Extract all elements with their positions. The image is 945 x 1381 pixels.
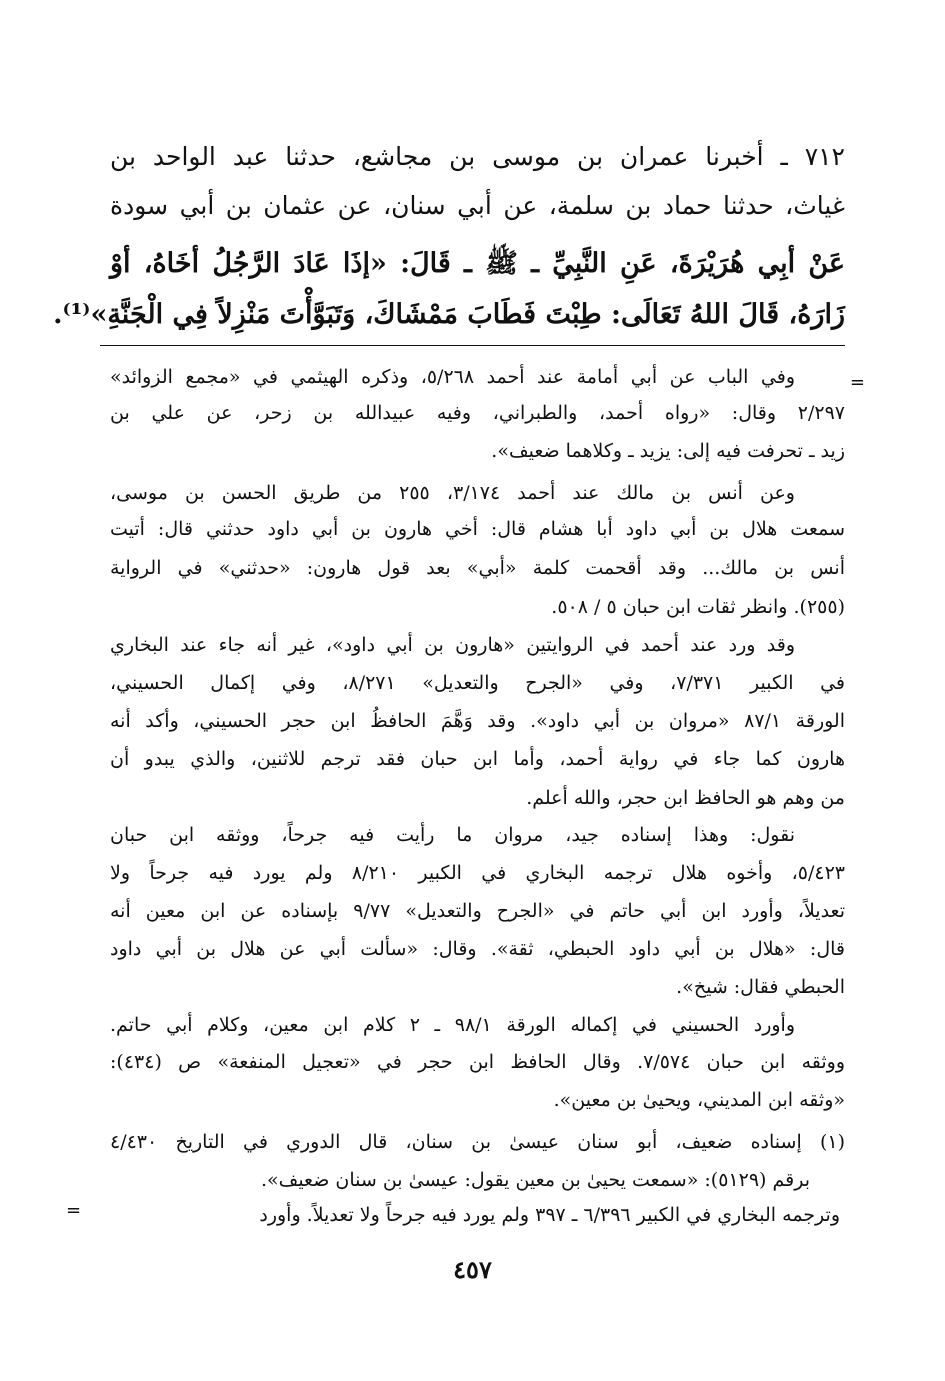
footnote-line: في الكبير ٧/٣٧١، وفي «الجرح والتعديل» ٨/٢٧١، وفي إكمال الحسيني،	[110, 672, 846, 694]
footnote-line: برقم (٥١٢٩): «سمعت يحيىٰ بن معين يقول: عيسىٰ بن سنان ضعيف».	[260, 1169, 810, 1191]
end-continuation-mark: =	[66, 1200, 82, 1221]
footnote-separator	[100, 345, 845, 346]
footnote-line: هارون كما جاء في رواية أحمد، وأما ابن حبان فقد ترجم للاثنين، والذي يبدو أن	[110, 748, 845, 770]
footnote-line: أنس بن مالك... وقد أقحمت كلمة «أبي» بعد قول هارون: «حدثني» في الرواية	[110, 557, 845, 579]
page-number: ٤٥٧	[453, 1255, 492, 1284]
footnote-line: «وثقه ابن المديني، ويحيىٰ بن معين».	[553, 1089, 845, 1111]
footnote-line: تعديلاً، وأورد ابن أبي حاتم في «الجرح والتعديل» ٩/٧٧ بإسناده عن ابن معين أنه	[110, 900, 845, 922]
footnote-line: وعن أنس بن مالك عند أحمد ٣/١٧٤، ٢٥٥ من طريق الحسن بن موسى،	[110, 482, 795, 504]
footnote-line: ٢/٢٩٧ وقال: «رواه أحمد، والطبراني، وفيه عبيدالله بن زحر، عن علي بن	[110, 402, 845, 424]
main-text-line: غياث، حدثنا حماد بن سلمة، عن أبي سنان، عن عثمان بن أبي سودة	[110, 191, 845, 220]
footnote-line: من وهم هو الحافظ ابن حجر، والله أعلم.	[526, 787, 845, 809]
footnote-line: سمعت هلال بن أبي داود أبا هشام قال: أخي هارون بن أبي داود حدثني قال: أتيت	[110, 518, 845, 540]
footnote-line: الحبطي فقال: شيخ».	[676, 976, 845, 998]
footnote-line: ٥/٤٢٣، وأخوه هلال ترجمه البخاري في الكبير ٨/٢١٠ ولم يورد فيه جرحاً ولا	[110, 862, 845, 884]
footnote-line: وأورد الحسيني في إكماله الورقة ٩٨/١ ـ ٢ كلام ابن معين، وكلام أبي حاتم.	[110, 1014, 795, 1036]
footnote-line: زيد ـ تحرفت فيه إلى: يزيد ـ وكلاهما ضعيف».	[491, 440, 845, 462]
footnote-line: نقول: وهذا إسناده جيد، مروان ما رأيت فيه جرحاً، ووثقه ابن حبان	[110, 824, 795, 846]
hadith-text-line: عَنْ أبِي هُرَيْرَةَ، عَنِ النَّبِيِّ ـ ﷺ ـ قَالَ: «إذَا عَادَ الرَّجُلُ أخَاهُ، أوْ	[110, 248, 845, 279]
footnote-line: وفي الباب عن أبي أمامة عند أحمد ٥/٢٦٨، وذكره الهيثمي في «مجمع الزوائد»	[110, 366, 795, 388]
continuation-mark: =	[849, 372, 865, 393]
footnote-line: ووثقه ابن حبان ٧/٥٧٤. وقال الحافظ ابن حجر في «تعجيل المنفعة» ص (٤٣٤):	[110, 1051, 846, 1073]
footnote-line: الورقة ٨٧/١ «مروان بن أبي داود». وقد وَهَّمَ الحافظُ ابن حجر الحسيني، وأكد أنه	[110, 710, 846, 732]
footnote-line: (١) إسناده ضعيف، أبو سنان عيسىٰ بن سنان، قال الدوري في التاريخ ٤/٤٣٠	[110, 1131, 845, 1153]
hadith-text-line: زَارَهُ، قَالَ اللهُ تَعَالَى: طِبْتَ فَطَابَ مَمْشَاكَ، وَتَبَوَّأْتَ مَنْزِلاً فِي الْجَنَّةِ»⁽¹⁾.	[53, 299, 845, 330]
footnote-line: وترجمه البخاري في الكبير ٦/٣٩٦ ـ ٣٩٧ ولم يورد فيه جرحاً ولا تعديلاً. وأورد	[259, 1204, 840, 1226]
footnote-line: قال: «هلال بن أبي داود الحبطي، ثقة». وقال: «سألت أبي عن هلال بن أبي داود	[110, 938, 845, 960]
footnote-line: (٢٥٥). وانظر ثقات ابن حبان ٥ / ٥٠٨.	[551, 596, 845, 618]
footnote-line: وقد ورد عند أحمد في الروايتين «هارون بن أبي داود»، غير أنه جاء عند البخاري	[110, 634, 795, 656]
main-text-line: ٧١٢ ـ أخبرنا عمران بن موسى بن مجاشع، حدثنا عبد الواحد بن	[110, 142, 845, 171]
